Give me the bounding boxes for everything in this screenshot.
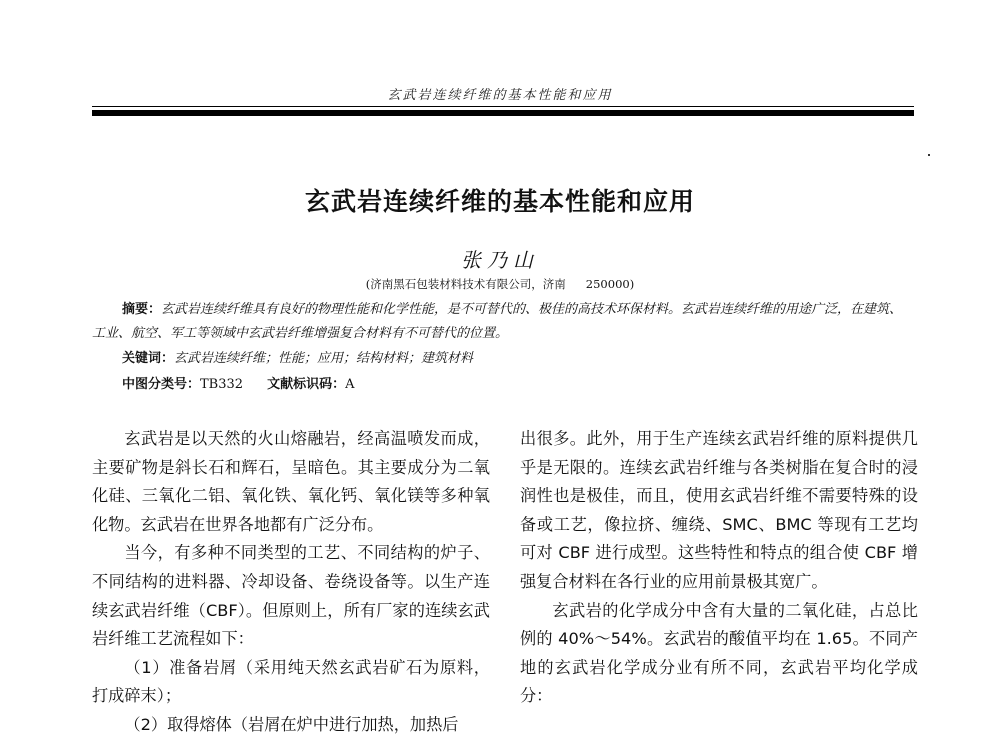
body-paragraph: 出很多。此外，用于生产连续玄武岩纤维的原料提供几乎是无限的。连续玄武岩纤维与各类树脂在复合时的浸润性也是极佳，而且，使用玄武岩纤维不需要特殊的设备或工艺，像拉挤、缠绕、SMC、BMC 等现有工艺均可对 CBF 进行成型。这些特性和特点的组合使 CBF 增强复合材料在各行业的应用前景极其宽广。 xyxy=(520,429,918,591)
body-paragraph: （1）准备岩屑（采用纯天然玄武岩矿石为原料，打成碎末）； xyxy=(92,657,490,706)
body-paragraph: 玄武岩是以天然的火山熔融岩，经高温喷发而成，主要矿物是斜长石和辉石，呈暗色。其主要成分为二氧化硅、三氧化二铝、氧化铁、氧化钙、氧化镁等多种氧化物。玄武岩在世界各地都有广泛分布。 xyxy=(92,429,490,534)
doc-code-value: A xyxy=(345,377,355,392)
body-paragraph: 当今，有多种不同类型的工艺、不同结构的炉子、不同结构的进料器、冷却设备、卷绕设备等。以生产连续玄武岩纤维（CBF）。但原则上，所有厂家的连续玄武岩纤维工艺流程如下： xyxy=(92,543,490,649)
body-right-column xyxy=(520,425,918,711)
affiliation-org: (济南黑石包装材料技术有限公司，济南 xyxy=(365,277,566,291)
keywords-label: 关键词： xyxy=(122,351,175,366)
classification-line xyxy=(92,372,914,398)
article-title: 玄武岩连续纤维的基本性能和应用 xyxy=(304,187,695,216)
affiliation xyxy=(0,276,1000,292)
clc-value: TB332 xyxy=(200,377,244,392)
body-paragraph: 玄武岩的化学成分中含有大量的二氧化硅，占总比例的 40%～54%。玄武岩的酸值平均在 1.65。不同产地的玄武岩化学成分业有所不同，玄武岩平均化学成分： xyxy=(520,600,918,706)
doc-code-label: 文献标识码： xyxy=(267,377,346,392)
header-rule-thick xyxy=(92,110,914,116)
abstract-block xyxy=(92,298,914,398)
clc-label: 中图分类号： xyxy=(122,377,201,392)
abstract-label: 摘要： xyxy=(122,302,162,317)
abstract-text: 玄武岩连续纤维具有良好的物理性能和化学性能，是不可替代的、极佳的高技术环保材料。玄武岩连续纤维的用途广泛，在建筑、工业、航空、军工等领域中玄武岩纤维增强复合材料有不可替代的位置。 xyxy=(92,302,903,341)
keywords-line xyxy=(92,346,914,372)
body-paragraph: （2）取得熔体（岩屑在炉中进行加热，加热后 xyxy=(124,714,459,734)
body-left-column xyxy=(92,425,490,740)
scan-speck xyxy=(928,154,930,156)
running-header: 玄武岩连续纤维的基本性能和应用 xyxy=(387,88,613,103)
author-name: 张乃山 xyxy=(461,248,539,272)
postal-code: 250000) xyxy=(585,277,635,291)
header-rule-thin xyxy=(92,106,914,107)
abstract-paragraph xyxy=(92,298,914,346)
keywords-text: 玄武岩连续纤维；性能；应用；结构材料；建筑材料 xyxy=(174,351,474,366)
